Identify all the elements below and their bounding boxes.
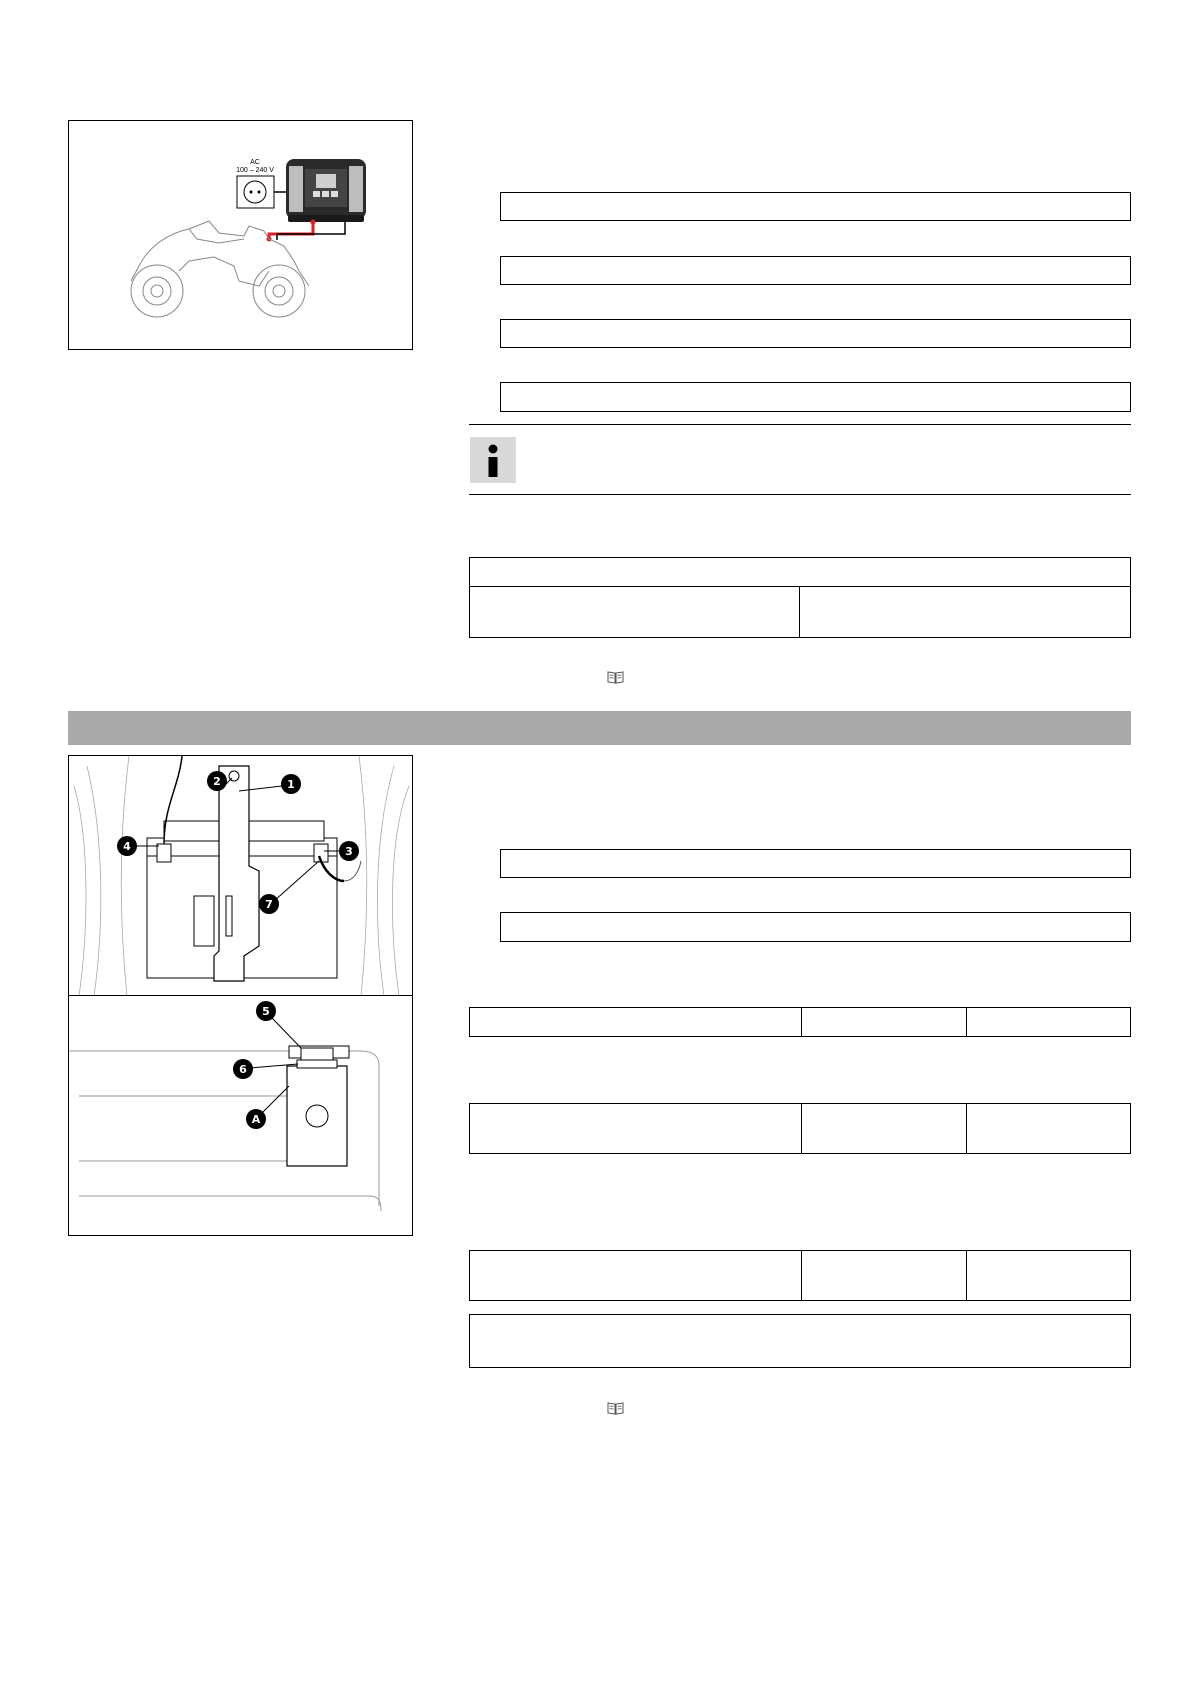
voltage-label: 100 – 240 V: [236, 167, 274, 174]
spec-table-3-col-1: [470, 1104, 802, 1153]
svg-text:A: A: [251, 1113, 261, 1126]
spec-table-2-col-2: [801, 1008, 967, 1036]
figure-terminal-detail: [68, 995, 413, 1236]
figure-battery-holder: [68, 755, 413, 996]
wall-socket-icon: [237, 176, 274, 208]
step-box-6: [500, 912, 1131, 942]
callout-5: [256, 1001, 301, 1048]
svg-text:1: 1: [287, 778, 295, 791]
step-box-4: [500, 382, 1131, 412]
svg-text:3: 3: [345, 845, 353, 858]
spec-table-2-col-1: [470, 1008, 802, 1036]
info-note-top-rule: [469, 424, 1131, 425]
spec-table-3: [469, 1103, 1131, 1154]
spec-table-3-col-2: [801, 1104, 967, 1153]
step-box-2: [500, 256, 1131, 285]
battery-holder-illustration: [69, 756, 413, 996]
note-box: [469, 1314, 1131, 1368]
spec-table-4-col-2: [801, 1251, 967, 1300]
spec-table-1: [469, 557, 1131, 638]
info-note-bottom-rule: [469, 494, 1131, 495]
svg-text:4: 4: [123, 840, 131, 853]
spec-table-4-col-1: [470, 1251, 802, 1300]
spec-table-1-cell-right: [800, 587, 1130, 637]
battery-charger-icon: [286, 159, 366, 222]
book-reference-icon[interactable]: [607, 1400, 624, 1415]
spec-table-2: [469, 1007, 1131, 1037]
spec-table-1-header-row: [470, 558, 1130, 587]
spec-table-4: [469, 1250, 1131, 1301]
info-icon: [470, 437, 516, 483]
figure-battery-charger: [68, 120, 413, 350]
spec-table-1-cell-left: [470, 587, 800, 637]
step-box-3: [500, 319, 1131, 348]
section-heading-bar: [68, 711, 1131, 745]
callout-A: [246, 1086, 289, 1129]
svg-text:6: 6: [239, 1063, 247, 1076]
svg-text:7: 7: [265, 898, 273, 911]
charger-illustration: [69, 121, 413, 350]
terminal-detail-illustration: [69, 996, 413, 1236]
socket-label: AC: [250, 159, 260, 166]
step-box-1: [500, 192, 1131, 221]
book-reference-icon[interactable]: [607, 669, 624, 684]
svg-text:5: 5: [262, 1005, 270, 1018]
svg-text:2: 2: [213, 775, 221, 788]
step-box-5: [500, 849, 1131, 878]
